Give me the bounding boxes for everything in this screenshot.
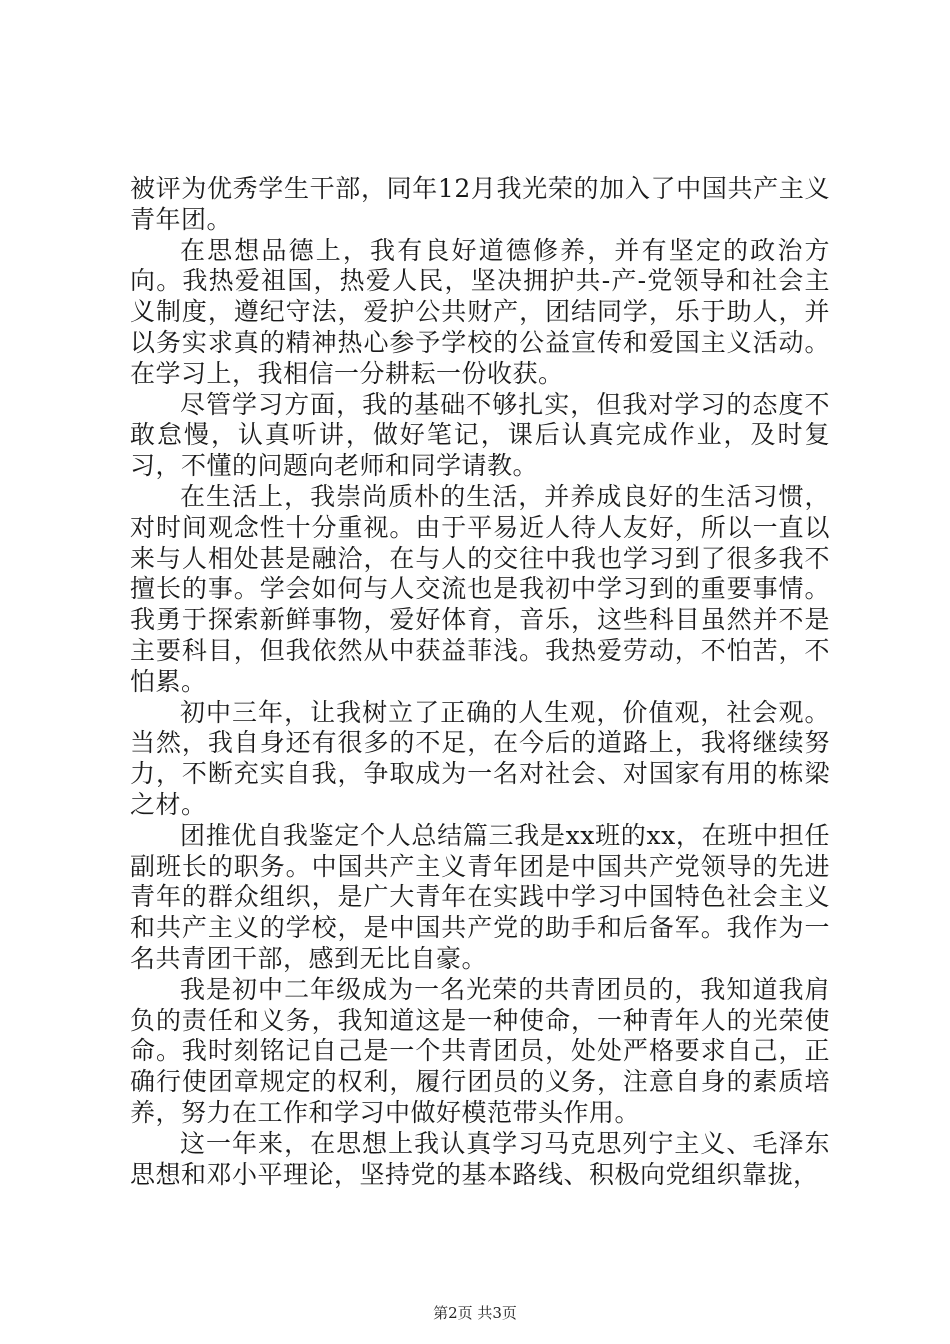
paragraph-1: 被评为优秀学生干部，同年12月我光荣的加入了中国共产主义青年团。 (130, 174, 830, 234)
paragraph-6: 团推优自我鉴定个人总结篇三我是xx班的xx，在班中担任副班长的职务。中国共产主义青年团是中国共产党领导的先进青年的群众组织，是广大青年在实践中学习中国特色社会主义和共产主义的学校，是中国共产党的助手和后备军。我作为一名共青团干部，感到无比自豪。 (130, 820, 830, 973)
paragraph-8: 这一年来，在思想上我认真学习马克思列宁主义、毛泽东思想和邓小平理论，坚持党的基本路线、积极向党组织靠拢， (130, 1128, 830, 1189)
paragraph-2: 在思想品德上，我有良好道德修养，并有坚定的政治方向。我热爱祖国，热爱人民，坚决拥护共-产-党领导和社会主义制度，遵纪守法，爱护公共财产，团结同学，乐于助人，并以务实求真的精神热心参予学校的公益宣传和爱国主义活动。在学习上，我相信一分耕耘一份收获。 (130, 235, 830, 388)
paragraph-7: 我是初中二年级成为一名光荣的共青团员的，我知道我肩负的责任和义务，我知道这是一种使命，一种青年人的光荣使命。我时刻铭记自己是一个共青团员，处处严格要求自己，正确行使团章规定的权利，履行团员的义务，注意自身的素质培养，努力在工作和学习中做好模范带头作用。 (130, 974, 830, 1127)
paragraph-5: 初中三年，让我树立了正确的人生观，价值观，社会观。当然，我自身还有很多的不足，在今后的道路上，我将继续努力，不断充实自我，争取成为一名对社会、对国家有用的栋梁之材。 (130, 697, 830, 819)
paragraph-3: 尽管学习方面，我的基础不够扎实，但我对学习的态度不敢怠慢，认真听讲，做好笔记，课后认真完成作业，及时复习，不懂的问题向老师和同学请教。 (130, 389, 830, 481)
paragraph-4: 在生活上，我崇尚质朴的生活，并养成良好的生活习惯，对时间观念性十分重视。由于平易近人待人友好，所以一直以来与人相处甚是融洽，在与人的交往中我也学习到了很多我不擅长的事。学会如何与人交流也是我初中学习到的重要事情。我勇于探索新鲜事物，爱好体育，音乐，这些科目虽然并不是主要科目，但我依然从中获益菲浅。我热爱劳动，不怕苦，不怕累。 (130, 481, 830, 696)
page-footer: 第2页 共3页 (433, 1304, 517, 1322)
document-body (130, 174, 830, 1190)
